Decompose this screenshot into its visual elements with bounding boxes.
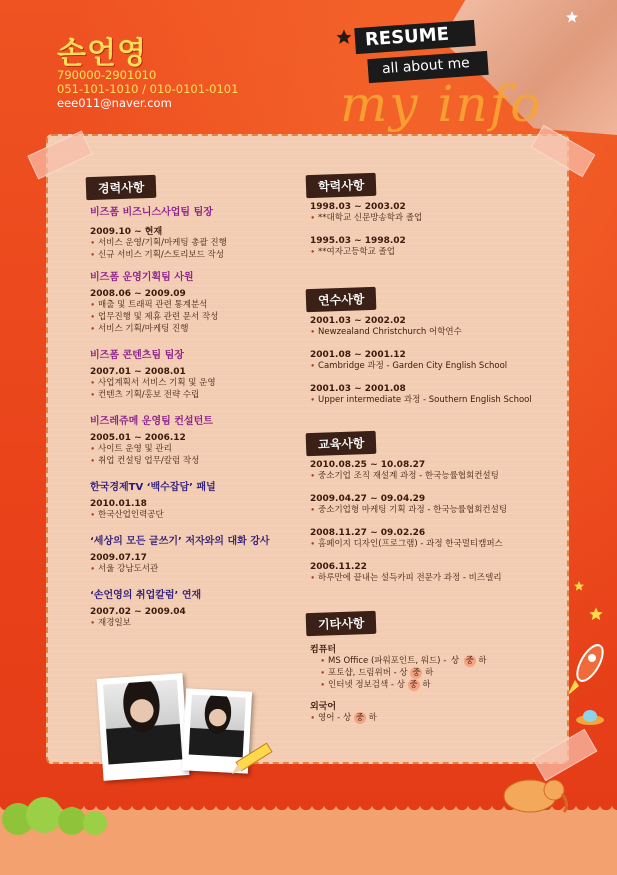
skill-row — [310, 679, 487, 691]
skill-level-high: 상 — [396, 680, 405, 690]
career-item: ∙ 매출 및 트래픽 관련 통계분석 — [90, 299, 218, 311]
star-icon — [565, 10, 579, 24]
training-date: 2001.03 ~ 2001.08 — [310, 384, 406, 394]
career-entry — [90, 412, 213, 467]
my-info-deco-title: my info — [340, 75, 543, 133]
resume-label: RESUME — [354, 20, 476, 54]
training-entry — [310, 316, 462, 338]
language-label: 외국어 — [310, 702, 337, 712]
career-title: 비즈폼 콘텐츠팀 팀장 — [90, 350, 184, 361]
skill-level-mid: 중 — [409, 680, 418, 690]
phone-numbers: 051-101-1010 / 010-0101-0101 — [57, 82, 239, 96]
training-entry — [310, 384, 532, 406]
photo-image — [103, 680, 182, 765]
course-entry — [310, 494, 507, 516]
career-title: 비즈폼 비즈니스사업팀 팀장 — [90, 207, 213, 218]
course-entry — [310, 460, 499, 482]
career-entry — [90, 346, 216, 401]
career-title: 비즈레쥬메 운영팀 컨설턴트 — [90, 416, 213, 427]
training-date: 2001.03 ~ 2002.02 — [310, 316, 406, 326]
skill-level-low: 하 — [368, 713, 377, 723]
course-item: ∙ 홈페이지 디자인(프로그램) - 과정 한국멀티캠퍼스 — [310, 538, 503, 550]
pencil-icon — [226, 740, 276, 780]
career-item: ∙ 사업계획서 서비스 기획 및 운영 — [90, 377, 216, 389]
career-title: 비즈폼 운영기획팀 사원 — [90, 272, 194, 283]
star-icon — [573, 580, 585, 592]
career-item: ∙ 업무진행 및 제휴 관련 문서 작성 — [90, 311, 218, 323]
education-entry — [310, 236, 406, 258]
skill-level-high: 상 — [399, 668, 408, 678]
course-item: ∙ 하루만에 끝내는 설득카피 전문가 과정 - 비즈델리 — [310, 572, 502, 584]
profile-photo — [97, 673, 190, 781]
education-item: ∙ **대학교 신문방송학과 졸업 — [310, 212, 422, 224]
career-item: ∙ 서울 강남도서관 — [90, 563, 270, 575]
star-icon — [588, 606, 604, 622]
career-title: 한국경제TV ‘백수잡담’ 패널 — [90, 482, 216, 493]
education-item: ∙ **여자고등학교 졸업 — [310, 246, 406, 258]
career-date: 2009.07.17 — [90, 553, 147, 563]
training-item: ∙ Cambridge 과정 - Garden City English School — [310, 360, 507, 372]
skill-name: 인터넷 정보검색 - — [328, 680, 397, 690]
section-heading-courses: 교육사항 — [306, 431, 377, 456]
career-item: ∙ 서비스 기획/마케팅 진행 — [90, 323, 218, 335]
course-entry — [310, 528, 503, 550]
career-entry — [90, 203, 227, 261]
birth-number: 790000-2901010 — [57, 68, 157, 82]
skill-level-low: 하 — [422, 680, 431, 690]
training-item: ∙ Upper intermediate 과정 - Southern English School — [310, 394, 532, 406]
computer-label: 컴퓨터 — [310, 645, 337, 655]
skill-level-low: 하 — [425, 668, 434, 678]
career-item: ∙ 컨텐츠 기획/홍보 전략 수립 — [90, 389, 216, 401]
training-entry — [310, 350, 507, 372]
career-item: ∙ 사이트 운영 및 관리 — [90, 443, 213, 455]
skill-level-high: 상 — [342, 713, 352, 723]
bush-icon — [0, 795, 110, 835]
career-title: ‘손언영의 취업칼럼’ 연재 — [90, 590, 202, 601]
elephant-icon — [490, 768, 570, 818]
career-item: ∙ 서비스 운영/기획/마케팅 총괄 진행 — [90, 237, 227, 249]
education-entry — [310, 202, 422, 224]
skill-level-mid: 중 — [355, 713, 364, 723]
career-date: 2007.01 ~ 2008.01 — [90, 367, 186, 377]
career-entry — [90, 478, 216, 521]
course-date: 2006.11.22 — [310, 562, 367, 572]
career-item: ∙ 재경일보 — [90, 617, 201, 629]
career-date: 2007.02 ~ 2009.04 — [90, 607, 186, 617]
section-heading-career: 경력사항 — [86, 175, 157, 200]
career-entry — [90, 532, 270, 575]
section-heading-education: 학력사항 — [306, 173, 377, 198]
course-date: 2008.11.27 ~ 09.02.26 — [310, 528, 426, 538]
skill-name: 영어 - — [318, 713, 343, 723]
section-heading-other: 기타사항 — [306, 611, 377, 636]
applicant-name: 손언영 — [57, 36, 147, 71]
career-item: ∙ 한국산업인력공단 — [90, 509, 216, 521]
career-date: 2005.01 ~ 2006.12 — [90, 433, 186, 443]
skill-level-low: 하 — [478, 656, 487, 666]
career-date: 2010.01.18 — [90, 499, 147, 509]
rocket-icon — [565, 638, 610, 698]
star-icon — [335, 28, 353, 46]
education-date: 1998.03 ~ 2003.02 — [310, 202, 406, 212]
skill-row — [310, 655, 487, 667]
ufo-icon — [575, 708, 605, 726]
course-entry — [310, 562, 502, 584]
course-date: 2009.04.27 ~ 09.04.29 — [310, 494, 426, 504]
skills-block — [310, 642, 487, 724]
skill-level-mid: 중 — [412, 668, 421, 678]
career-date: 2008.06 ~ 2009.09 — [90, 289, 186, 299]
career-entry — [90, 268, 218, 335]
career-item: ∙ 취업 컨설팅 업무/칼럼 작성 — [90, 455, 213, 467]
course-item: ∙ 중소기업 조직 재설계 과정 - 한국능률협회컨설팅 — [310, 470, 499, 482]
skill-name: 포토샵, 드림위버 - — [328, 668, 400, 678]
training-item: ∙ Newzealand Christchurch 어학연수 — [310, 326, 462, 338]
skill-name: MS Office (파워포인트, 워드) - — [328, 656, 449, 666]
tagline-label: all about me — [367, 51, 488, 83]
skill-level-high: 상 — [450, 656, 460, 666]
career-title: ‘세상의 모든 글쓰기’ 저자와의 대화 강사 — [90, 536, 270, 547]
email-address: eee011@naver.com — [57, 96, 172, 110]
career-item: ∙ 신규 서비스 기획/스토리보드 작성 — [90, 249, 227, 261]
course-item: ∙ 중소기업형 마케팅 기획 과정 - 한국능률협회컨설팅 — [310, 504, 507, 516]
career-entry — [90, 586, 201, 629]
training-date: 2001.08 ~ 2001.12 — [310, 350, 406, 360]
skill-row — [310, 667, 487, 679]
section-heading-training: 연수사항 — [306, 287, 377, 312]
course-date: 2010.08.25 ~ 10.08.27 — [310, 460, 426, 470]
education-date: 1995.03 ~ 1998.02 — [310, 236, 406, 246]
career-date: 2009.10 ~ 현재 — [90, 227, 163, 237]
skill-level-mid: 중 — [465, 656, 474, 666]
skill-row — [310, 712, 487, 724]
